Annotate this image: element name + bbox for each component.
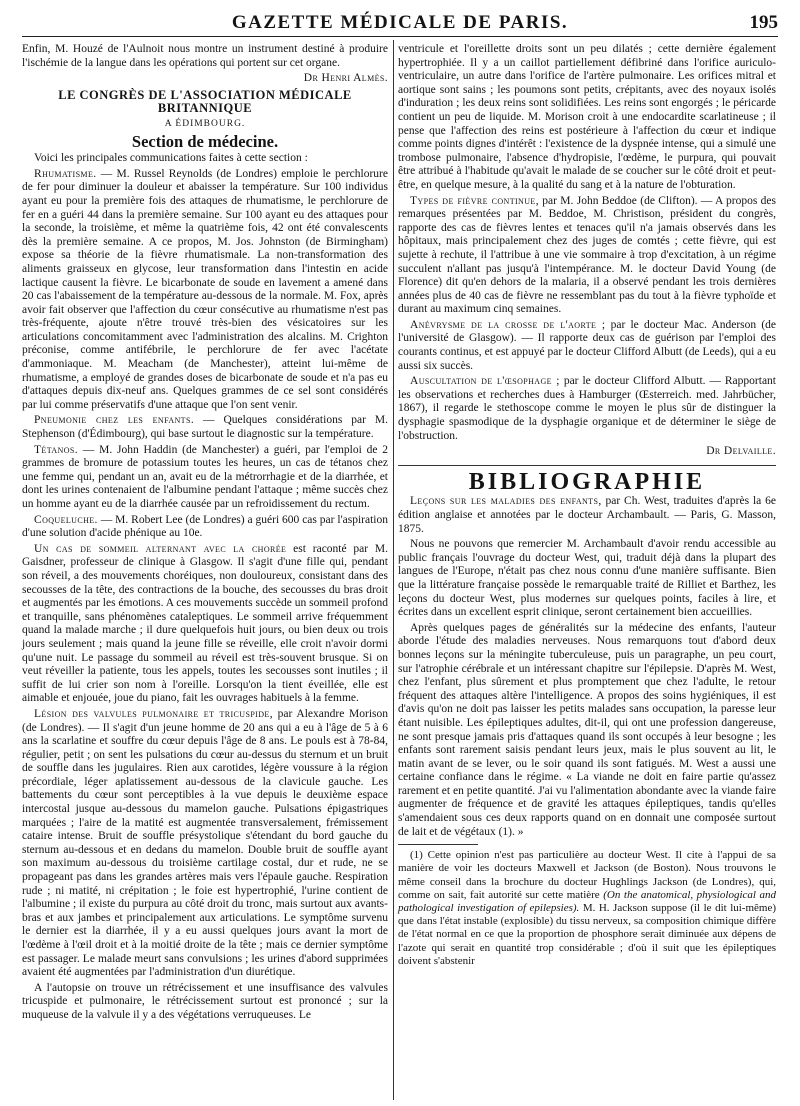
footnote-divider: [398, 844, 478, 845]
article-heading: Anévrysme de la crosse de l'aorte ;: [410, 318, 606, 331]
article-heading: Pneumonie chez les enfants.: [34, 414, 195, 427]
article-auscultation: [398, 375, 776, 443]
article-pneumonie: [22, 414, 388, 441]
article-heading: Lésion des valvules pulmonaire et tricuspide,: [34, 707, 273, 720]
signature: Dr Henri Almès.: [303, 72, 388, 85]
article-heading: Un cas de sommeil alternant avec la chorée: [34, 542, 287, 555]
page-number: 195: [749, 12, 778, 33]
journal-title: GAZETTE MÉDICALE DE PARIS.: [231, 12, 569, 33]
bibliography-title: BIBLIOGRAPHIE: [468, 468, 706, 495]
article-tetanos: [22, 444, 388, 512]
left-column: [22, 43, 388, 1025]
section-title: Section de médecine.: [131, 131, 279, 151]
paragraph-continued: ventricule et l'oreillette droits sont un peu dilatés ; cette dernière également hypertrophiée. Il y a un caillot partiellement défibriné dans l'orifice auriculo-ventriculaire, un autre dans l'orifice de l'artère pulmonaire. Les orifices mitral et aortique sont sains ; les poumons sont petits, crépitants, avec des noyaux isolés d'induration ; les deux reins sont solidifiées. Les reins sont engorgés ; le péricarde contient un peu de liquide. M. Morison croit à une endocardite scarlatineuse ; il pense que l'affection des reins est postérieure à l'affection du cœur et indique comme points dignes d'intérêt : l'existence de la dyspnée intense, qui a simulé une trombose pulmonaire, l'absence d'hydropisie, l'œdème, le purpura, qui pouvait être attribué à l'habitude qu'avait le malade de se coucher sur le côté droit et peut-être, en quelque mesure, à la qualité du sang et à la nature de l'obturation.: [398, 43, 776, 191]
page-header: [22, 6, 778, 37]
article-body: par le docteur Mac. Anderson (de l'université de Glasgow). — Il rapporte deux cas de guérison par l'emploi des courants continus, et est appuyé par le docteur Clifford Albutt (de Leeds), qui a eu aussi six succès.: [398, 318, 776, 372]
article-body: par M. John Beddoe (de Clifton). — A propos des remarques présentées par M. Beddoe, M. Christison, président du congrès, rapporte des cas de fièvres lentes et tenaces qu'il n'a jamais observés dans les hôpitaux, mais principalement chez des juges de comtés ; cette fièvre, qui est sujette à rechute, il l'attribue à une vie sommaire à trop d'excitation, à un régime succulent n'allant pas jusqu'à l'intempérance. M. le docteur David Young (de Florence) dit qu'en dehors de la malaria, il a observé pendant les trois dernières années plus de 40 cas de fièvre ne ressemblant pas du tout à la fièvre typhoïde et durant au maximum cinq semaines.: [398, 194, 776, 316]
article-body: — Quelques considérations par M. Stephenson (d'Édimbourg), qui base surtout le diagnostic sur la température.: [22, 414, 388, 441]
paragraph: Enfin, M. Houzé de l'Aulnoit nous montre un instrument destiné à produire l'ischémie de la langue dans les opérations qui portent sur cet organe.: [22, 43, 388, 69]
book-details: par Ch. West, traduites d'après la 6e édition anglaise et annotées par le docteur Archambault. — Paris, G. Masson, 1875.: [398, 495, 776, 535]
signature: Dr Delvaille.: [706, 445, 776, 458]
article-body: — M. John Haddin (de Manchester) a guéri, par l'emploi de 2 grammes de bromure de potassium toutes les heures, un cas de tétanos chez une femme qui, pendant un an, avait eu de la métrorrhagie et de la diarrhée, et dont les urines contenaient de l'albumine pendant l'attaque ; même succès chez un homme ayant eu de la diarrhée causée par un refroidissement du rectum.: [22, 443, 388, 510]
article-body: par Alexandre Morison (de Londres). — Il s'agit d'un jeune homme de 20 ans qui a eu à l'âge de 5 à 6 ans la scarlatine et souffre du cœur depuis l'âge de 8 ans. Le pouls est à 78-84, régulier, petit ; on sent les pulsations du cœur au-dessus du sternum et un bruit de souffle dans les jugulaires. Rien aux carotides, légère voussure à la région précordiale, léger aplatissement au-dessous de la clavicule gauche. Les battements du cœur sont perceptibles à la vue depuis le deuxième espace intercostal jusque au-dessous du mamelon gauche. Pulsations épigastriques marquées ; l'aire de la matité est augmentée transversalement, frémissement cataire intense. Bruit de souffle présystolique s'étendant du bord gauche du sternum au-dessous et en dedans du mamelon. Double bruit de souffle ayant son maximum au-dessous du troisième cartilage costal, dur et rude, ne se propageant pas dans les grandes artères mais vers l'épaule gauche. Respiration rude ; ni matité, ni crépitation ; le foie est hypertrophié, l'urine contient de l'albumine ; il existe du purpura au côté droit du tronc, mais surtout aux avants-bras et aux jambes et principalement aux articulations. Le symptôme survenu le dernier est la diarrhée, il y a eu aussi quelques jours avant la mort de l'œdème à l'œil droit et à la moitié droite de la tête ; mais ce dernier symptôme est passager. Le malade meurt sans convulsions ; les urines d'abord supprimées avaient été augmentées par l'administration d'un diurétique.: [22, 707, 389, 979]
book-reference: [398, 495, 776, 536]
article-types-fievre: [398, 195, 776, 317]
article-body: est raconté par M. Gaisdner, professeur de clinique à Glasgow. Il s'agit d'une fille qui, pendant son réveil, a des mouvements choréiques, non douloureux, consistant dans des secousses de la tête, des contractions de la bouche, des secousses du bras droit et augmentés par les émotions. A ces mouvements succède un sommeil profond et tranquille, sans phénomènes cataleptiques. Le sommeil arrive fréquemment quand la malade marche ; il dure quelquefois huit jours, ou bien deux ou trois jours seulement ; mais quand la jeune fille se réveille, elle croit n'avoir dormi qu'une nuit. Le passage du sommeil au réveil est très-souvent brusque. Si on veut réveiller la patiente, tous les appels, toutes les secousses sont inutiles ; il suffit de lui crier son nom à l'oreille. Lorsqu'on la tient éveillée, elle est aimable et enjouée, joue du piano, fait les ouvrages habituels à la femme.: [22, 542, 389, 705]
article-heading: Coqueluche.: [34, 513, 98, 526]
article-heading: Tétanos.: [34, 443, 79, 456]
congress-title: LE CONGRÈS DE L'ASSOCIATION MÉDICALE BRITANNIQUE: [58, 87, 352, 116]
review-paragraph: Nous ne pouvons que remercier M. Archambault d'avoir rendu accessible au public français l'ouvrage du docteur West, qui, traduit déjà dans la plupart des langues de l'Europe, n'était pas chez nous connu d'une manière suffisante. Bien que la littérature française possède le remarquable traité de Rilliet et Barthez, les leçons du docteur West, plus modernes sur quelques points, faciles à lire, et écrites dans un excellent esprit clinique, seront certainement bien accueillies.: [398, 538, 776, 619]
article-heading: Types de fièvre continue,: [410, 194, 539, 207]
column-divider: [393, 40, 394, 1100]
article-rhumatisme: [22, 168, 388, 413]
footnote: [398, 849, 776, 968]
article-body: — M. Robert Lee (de Londres) a guéri 600 cas par l'aspiration d'une solution d'acide phénique au 10e.: [22, 513, 388, 540]
article-sommeil: [22, 543, 388, 706]
footnote-text: (1) Cette opinion n'est pas particulière au docteur West. Il cite à l'appui de sa manière de voir les docteurs Maxwell et Jackson (de Boston). Nous trouvons le même conseil dans la brochure du docteur Hughlings Jackson (de Londres), qui, comme on sait, fait autorité sur cette matière: [398, 849, 776, 901]
article-coqueluche: [22, 514, 388, 541]
article-heading: Auscultation de l'œsophage ;: [410, 375, 560, 388]
article-heading: Rhumatisme.: [34, 167, 97, 180]
footnote-text: M. H. Jackson suppose (il le dit lui-même) que dans l'état instable (explosible) du tissu nerveux, sa composition chimique diffère de l'état normal en ce que la proportion de phosphore serait diminuée aux dépens de l'azote qui serait en quantité trop considérable ; d'où il suit que les épileptiques doivent s'abstenir: [398, 902, 777, 967]
right-column: [398, 43, 776, 970]
review-paragraph: Après quelques pages de généralités sur la médecine des enfants, l'auteur aborde l'étude des maladies nerveuses. Nous remarquons tout d'abord deux bonnes leçons sur la méningite tuberculeuse, puis un paragraphe, un peu court, sur l'atrophie cérébrale et un intéressant chapitre sur l'épilepsie. D'après M. West, chez l'enfant, plus sûrement et plus promptement que chez l'adulte, le retour fréquent des attaques altère l'intelligence. A propos des soins hygiéniques, il est d'avis qu'on ne doit pas laisser les petits malades sans occupation, la paresse leur étant nuisible. Les épileptiques adultes, dit-il, qui ont une profession dangereuse, ne sont presque jamais pris d'attaques quand ils sont occupés à leur besogne ; les enfants sont rarement saisis pendant leurs jeux, mais le plus souvent au lit, le matin avant de se lever, ou le soir quand ils sont fatigués. M. West a aussi une certaine confiance dans le régime. « La viande ne doit en faire partie qu'assez rarement et en petite quantité. J'ai vu l'alimentation abondante avec la viande faire augmenter de fréquence et de gravité les attaques épileptiques, tandis qu'elles s'amendaient sous ces deux rapports quand on en donnait une composée surtout de lait et de végétaux (1). »: [398, 621, 776, 838]
intro-text: Voici les principales communications faites à cette section :: [34, 152, 308, 165]
article-anevrysme: [398, 319, 776, 373]
book-title: Leçons sur les maladies des enfants,: [410, 495, 602, 508]
paragraph-autopsy: A l'autopsie on trouve un rétrécissement et une insuffisance des valvules tricuspide et pulmonaire, le rétrécissement surtout est prononcé ; sur la muqueuse de la valvule il y a des végétations verruqueuses. Le: [22, 981, 388, 1021]
section-divider: [398, 465, 776, 466]
article-body: par le docteur Clifford Albutt. — Rapportant les observations et recherches dues à Hamburger (Œsterreich. med. Jahrbücher, 1867), il regarde le stethoscope comme le moyen le plus sûr de distinguer la dysphagie spasmodique de la dysphagie organique et de déterminer le siège de l'obstruction.: [398, 375, 776, 442]
article-body: — M. Russel Reynolds (de Londres) emploie le perchlorure de fer pour diminuer la douleur et abaisser la température. Sur 100 individus ayant eu pour la première fois des attaques de rhumatisme, le perchlorure de fer en a guéri 44 dans la première semaine. Sur 100 ayant eu des attaques pour la seconde, la troisième, et même la quatrième fois, 42 ont été convalescents dès la première semaine. A ce propos, M. Jos. Johnston (de Birmingham) expose sa théorie de la fièvre rhumatismale. La non-transformation des aliments graisseux en glycose, leur transformation dans l'intestin en acide lactique causent la fièvre. Le bicarbonate de soude en lavement a amené dans 20 cas l'abaissement de la température au-dessous de la normale. M. Fox, après avoir fait observer que l'affection du cœur consécutive au rhumatisme n'est pas très-fréquente, ajoute n'être trouvé très-bien des vésicatoires sur les articulations concomitamment avec l'administration des alcalins. M. Crighton préconise, comme antifébrile, le perchlorure de fer avec l'acétate d'ammoniaque. M. Meacham (de Manchester), atteint lui-même de rhumatisme, a employé de grandes doses de bicarbonate de soude et n'a pas eu d'attaques depuis dix-neuf ans. Quelques grammes de ce sel sont considérés par lui comme préservatifs d'une attaque que l'on sent venir.: [22, 167, 388, 411]
congress-place: A ÉDIMBOURG.: [164, 118, 246, 129]
footnote-citation: (On the anatomical, physiological and pathological investigation of epilepsies).: [398, 888, 776, 915]
article-lesion: [22, 708, 388, 980]
